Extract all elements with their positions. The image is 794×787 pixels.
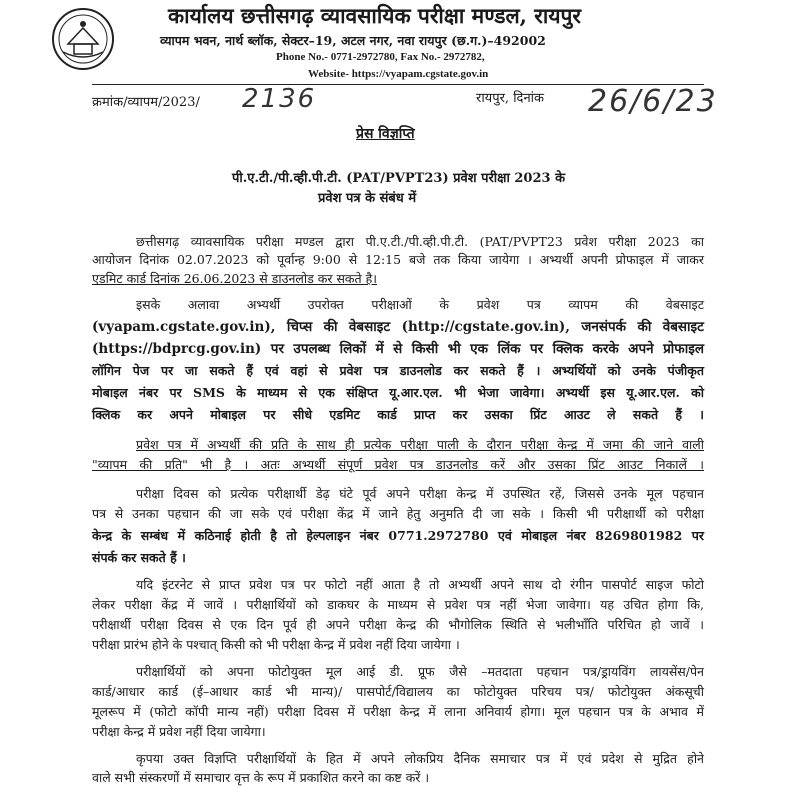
para2-line: लॉगिन पेज पर जा सकते हैं एवं वहां से प्रवेश पत्र डाउनलोड कर सकते हैं । अभ्यर्थियों को उनके पंजीकृत <box>92 363 704 378</box>
para2-line: (vyapam.cgstate.gov.in), चिप्स की वेबसाइट (http://cgstate.gov.in), जनसंपर्क की वेबसाइट <box>92 319 704 335</box>
para4-line: पत्र से उनका पहचान की जा सके एवं परीक्षा केंद्र में जाने हेतु अनुमति दी जा सके । किसी भी परीक्षार्थी को परीक्षा <box>92 506 704 521</box>
para6-line: कार्ड/आधार कार्ड (ई–आधार कार्ड भी मान्य)/ पासपोर्ट/विद्यालय का फोटोयुक्त परिचय पत्र/ फोटोयुक्त अंकसूची <box>92 684 704 699</box>
organization-address: व्यापम भवन, नार्थ ब्लॉक, सेक्टर–19, अटल नगर, नवा रायपुर (छ.ग.)–492002 <box>160 33 546 48</box>
page-title: प्रेस विज्ञप्ति <box>356 126 415 142</box>
date-label: रायपुर, दिनांक <box>476 91 545 106</box>
para3-line: प्रवेश पत्र में अभ्यर्थी की प्रति के साथ ही प्रत्येक परीक्षा पाली के दौरान परीक्षा केन्द्र में जमा की जाने वाली <box>136 437 704 452</box>
vyapam-logo-emblem <box>46 6 120 72</box>
para1-line: आयोजन दिनांक 02.07.2023 को पूर्वान्ह 9:00 से 12:15 बजे तक किया जायेगा । अभ्यर्थी अपनी प्रोफाइल में जाकर <box>92 252 704 267</box>
para3-line: "व्यापम की प्रति" भी है । अतः अभ्यर्थी संपूर्ण प्रवेश पत्र डाउनलोड करें और उसका प्रिंट आउट निकालें । <box>92 457 704 472</box>
para7-line: वाले सभी संस्करणों में समाचार वृत्त के रूप में प्रकाशित करने का कष्ट करें । <box>92 770 430 785</box>
subject-line-1: पी.ए.टी./पी.व्ही.पी.टी. (PAT/PVPT23) प्रवेश परीक्षा 2023 के <box>232 171 566 186</box>
para5-line: यदि इंटरनेट से प्राप्त प्रवेश पत्र पर फोटो नहीं आता है तो अभ्यर्थी अपने साथ दो रंगीन पासपोर्ट साइज फोटो <box>136 577 704 592</box>
para2-line: (https://bdprcg.gov.in) पर उपलब्ध लिकों में से किसी भी एक लिंक पर क्लिक करके अपने प्रोफाइल <box>92 341 704 357</box>
para5-line: लेकर परीक्षा केंद्र में जावें । परीक्षार्थियों को डाकघर के माध्यम से प्रवेश पत्र नहीं भेजा जावेगा। यह उचित होगा कि, <box>92 597 704 612</box>
para7-line: कृपया उक्त विज्ञप्ति परीक्षार्थियों के हित में अपने लोकप्रिय दैनिक समाचार पत्र में एवं प्रदेश से मुद्रित होने <box>136 751 704 766</box>
reference-label: क्रमांक/व्यापम/2023/ <box>92 95 200 110</box>
organization-contact: Phone No.- 0771-2972780, Fax No.- 2972782, <box>276 51 485 63</box>
subject-line-2: प्रवेश पत्र के संबंध में <box>318 191 417 206</box>
organization-title: कार्यालय छत्तीसगढ़ व्यावसायिक परीक्षा मण्डल, रायपुर <box>168 3 582 28</box>
para2-line: इसके अलावा अभ्यर्थी उपरोक्त परीक्षाओं के प्रवेश पत्र व्यापम की वेबसाइट <box>136 297 704 312</box>
reference-number-handwritten: 2136 <box>242 84 317 114</box>
para4-line: संपर्क कर सकते हैं । <box>92 550 186 565</box>
para6-line: परीक्षा केन्द्र में प्रवेश नहीं दिया जायेगा। <box>92 724 266 739</box>
para5-line: परीक्षार्थी परीक्षा दिवस से एक दिन पूर्व ही अपने परीक्षा केन्द्र की भौगोलिक स्थिति से भलीभाँति परिचित हो जावें । <box>92 617 704 632</box>
para6-line: मूलरूप में (फोटो कॉपी मान्य नहीं) परीक्षा दिवस में परीक्षा केन्द्र में लाना अनिवार्य होगा। मूल पहचान पत्र के अभाव में <box>92 704 704 719</box>
para1-line: एडमिट कार्ड दिनांक 26.06.2023 से डाउनलोड कर सकते है। <box>92 271 377 286</box>
date-handwritten: 26/6/23 <box>588 84 718 119</box>
para1-line: छत्तीसगढ़ व्यावसायिक परीक्षा मण्डल द्वारा पी.ए.टी./पी.व्ही.पी.टी. (PAT/PVPT23 प्रवेश परीक्षा 2023 का <box>136 234 704 249</box>
para4-line: केन्द्र के सम्बंध में कठिनाई होती है तो हेल्पलाइन नंबर 0771.2972780 एवं मोबाइल नंबर 8269801982 पर <box>92 528 704 543</box>
organization-website: Website- https://vyapam.cgstate.gov.in <box>308 68 489 80</box>
para4-line: परीक्षा दिवस को प्रत्येक परीक्षार्थी डेढ़ घंटे पूर्व अपने परीक्षा केन्द्र में उपस्थित रहें, जिससे उनके मूल पहचान <box>136 486 704 501</box>
para5-line: परीक्षा प्रारंभ होने के पश्चात् किसी को भी परीक्षा केन्द्र में प्रवेश नहीं दिया जायेगा । <box>92 637 460 652</box>
para6-line: परीक्षार्थियों को अपना फोटोयुक्त मूल आई डी. प्रूफ जैसे –मतदाता पहचान पत्र/ड्रायविंग लायसेंस/पेन <box>136 664 704 679</box>
para2-line: मोबाइल नंबर पर SMS के माध्यम से एक संक्षिप्त यू.आर.एल. भी भेजा जावेगा। अभ्यर्थी इस यू.आर.एल. को <box>92 385 704 400</box>
para2-line: क्लिक कर अपने मोबाइल पर सीधे एडमिट कार्ड प्राप्त कर उसका प्रिंट आउट ले सकते हैं । <box>92 407 704 422</box>
